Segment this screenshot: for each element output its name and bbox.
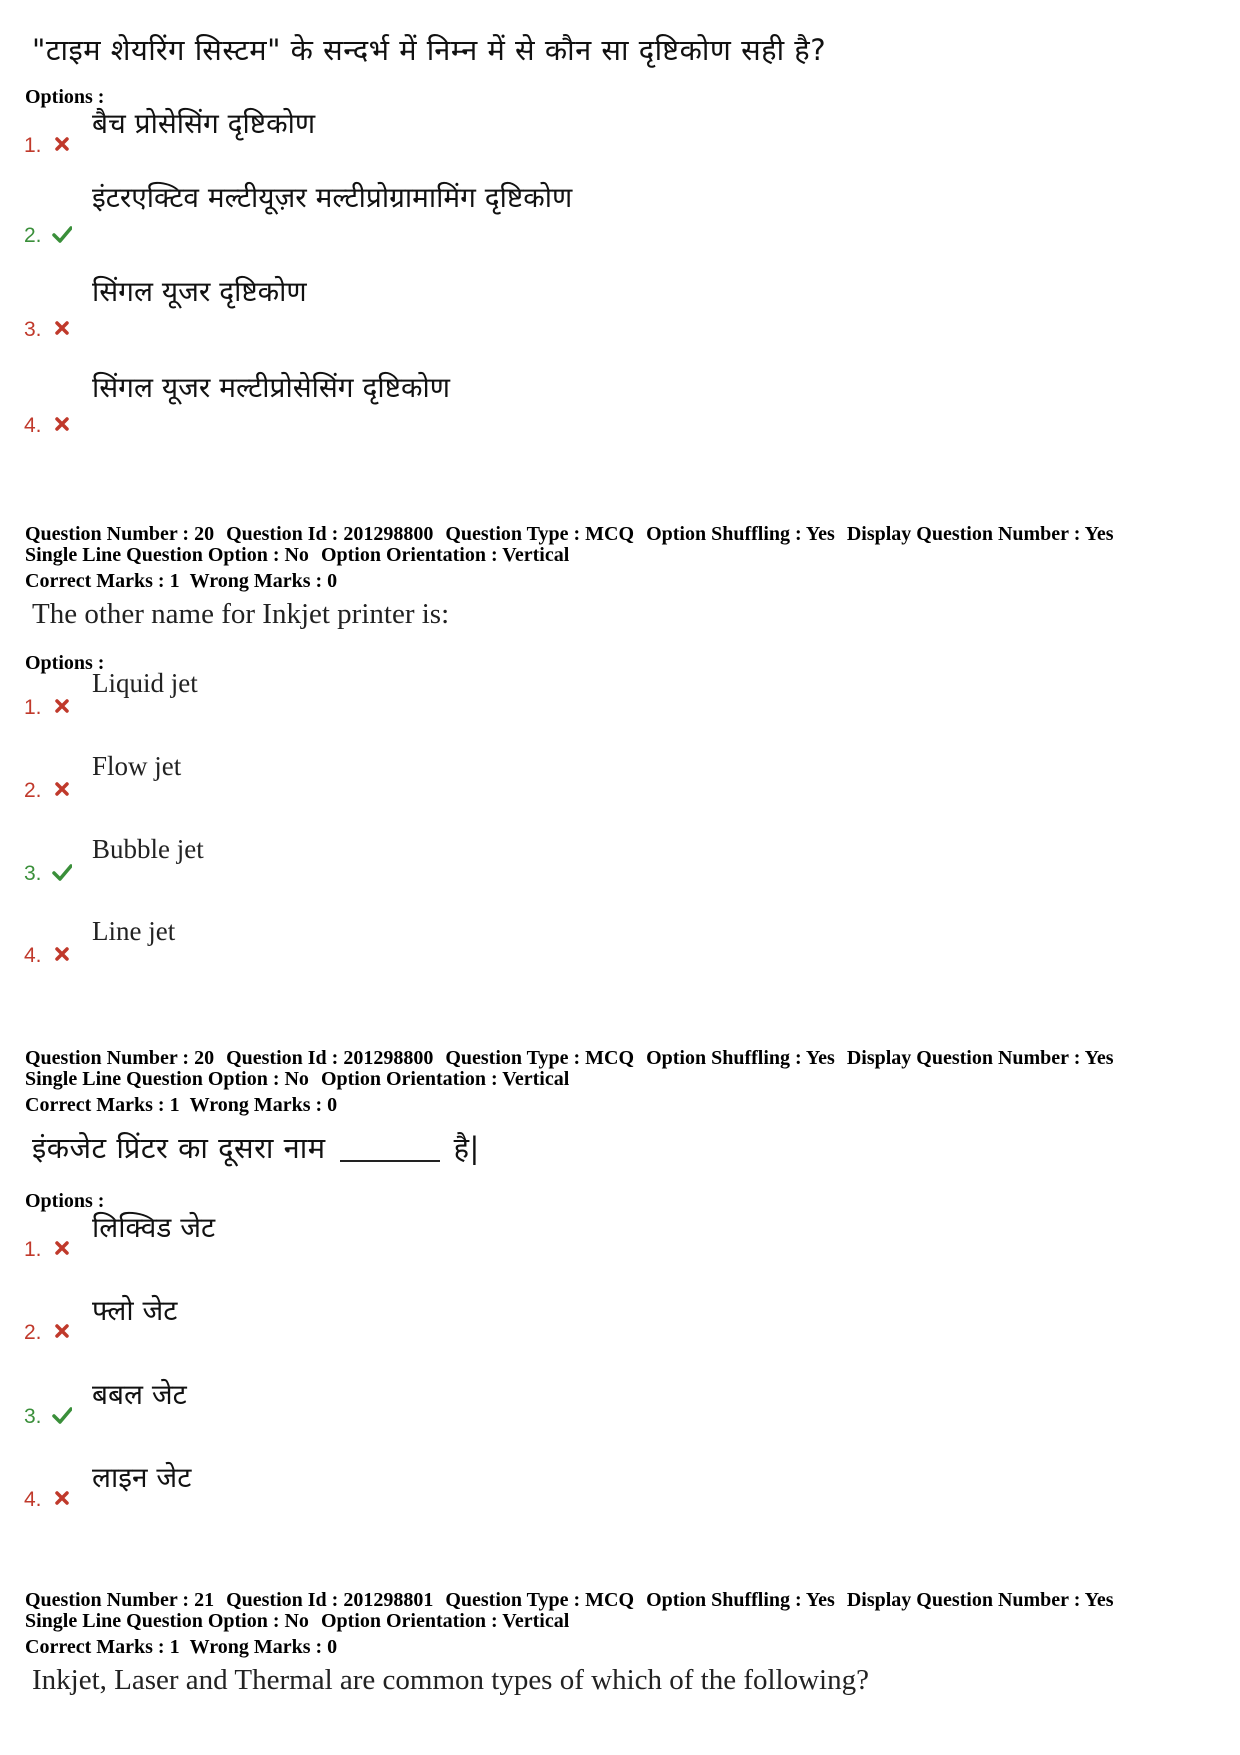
- option-orientation: Option Orientation : Vertical: [320, 544, 570, 566]
- display-question-number: Display Question Number : Yes: [846, 523, 1114, 545]
- options-label: Options :: [25, 652, 105, 674]
- option-text: फ्लो जेट: [92, 1294, 178, 1327]
- question-number: Question Number : 20: [25, 1047, 215, 1069]
- question-text: Inkjet, Laser and Thermal are common types of which of the following?: [32, 1664, 869, 1696]
- marks-line: [25, 1636, 337, 1659]
- options-label: Options :: [25, 1190, 105, 1212]
- single-line-option: Single Line Question Option : No: [25, 544, 309, 566]
- option-text: Liquid jet: [92, 668, 198, 698]
- option-shuffling: Option Shuffling : Yes: [646, 1047, 835, 1069]
- wrong-marks: Wrong Marks : 0: [189, 1636, 338, 1658]
- option-text: सिंगल यूजर दृष्टिकोण: [92, 275, 307, 308]
- wrong-marks: Wrong Marks : 0: [189, 1094, 338, 1116]
- cross-icon: [52, 944, 72, 964]
- fill-in-blank: [340, 1160, 440, 1162]
- option-number: 2.: [24, 1321, 42, 1344]
- correct-marks: Correct Marks : 1: [25, 1094, 180, 1116]
- question-text: [32, 1128, 480, 1167]
- option-orientation: Option Orientation : Vertical: [320, 1610, 570, 1632]
- check-icon: [52, 862, 72, 882]
- correct-marks: Correct Marks : 1: [25, 570, 180, 592]
- question-type: Question Type : MCQ: [445, 1047, 635, 1069]
- marks-line: [25, 570, 337, 593]
- question-number: Question Number : 20: [25, 523, 215, 545]
- option-number: 3.: [24, 318, 42, 341]
- cross-icon: [52, 696, 72, 716]
- option-number: 2.: [24, 224, 42, 247]
- option-text: Bubble jet: [92, 834, 204, 864]
- question-meta: [25, 1048, 1126, 1090]
- option-text: बैच प्रोसेसिंग दृष्टिकोण: [92, 107, 316, 140]
- option-text: Flow jet: [92, 751, 182, 781]
- check-icon: [52, 1405, 72, 1425]
- option-number: 3.: [24, 862, 42, 885]
- question-meta: [25, 524, 1126, 566]
- question-id: Question Id : 201298800: [226, 1047, 434, 1069]
- options-label: Options :: [25, 86, 105, 108]
- cross-icon: [52, 1238, 72, 1258]
- cross-icon: [52, 1321, 72, 1341]
- question-id: Question Id : 201298801: [226, 1589, 434, 1611]
- question-text-start: इंकजेट प्रिंटर का दूसरा नाम: [32, 1131, 326, 1165]
- question-text: "टाइम शेयरिंग सिस्टम" के सन्दर्भ में निम्न में से कौन सा दृष्टिकोण सही है?: [32, 33, 827, 67]
- cross-icon: [52, 134, 72, 154]
- cross-icon: [52, 414, 72, 434]
- option-number: 2.: [24, 779, 42, 802]
- option-number: 1.: [24, 696, 42, 719]
- option-text: सिंगल यूजर मल्टीप्रोसेसिंग दृष्टिकोण: [92, 371, 450, 404]
- question-meta: [25, 1590, 1126, 1632]
- single-line-option: Single Line Question Option : No: [25, 1068, 309, 1090]
- wrong-marks: Wrong Marks : 0: [189, 570, 338, 592]
- option-number: 1.: [24, 134, 42, 157]
- question-type: Question Type : MCQ: [445, 1589, 635, 1611]
- option-number: 4.: [24, 944, 42, 967]
- option-number: 3.: [24, 1405, 42, 1428]
- option-text: इंटरएक्टिव मल्टीयूज़र मल्टीप्रोग्रामामिंग दृष्टिकोण: [92, 181, 573, 214]
- cross-icon: [52, 779, 72, 799]
- option-orientation: Option Orientation : Vertical: [320, 1068, 570, 1090]
- display-question-number: Display Question Number : Yes: [846, 1589, 1114, 1611]
- option-number: 1.: [24, 1238, 42, 1261]
- question-text: The other name for Inkjet printer is:: [32, 598, 450, 630]
- question-id: Question Id : 201298800: [226, 523, 434, 545]
- option-number: 4.: [24, 1488, 42, 1511]
- correct-marks: Correct Marks : 1: [25, 1636, 180, 1658]
- option-text: बबल जेट: [92, 1378, 187, 1411]
- option-shuffling: Option Shuffling : Yes: [646, 1589, 835, 1611]
- cross-icon: [52, 318, 72, 338]
- check-icon: [52, 224, 72, 244]
- option-shuffling: Option Shuffling : Yes: [646, 523, 835, 545]
- option-number: 4.: [24, 414, 42, 437]
- single-line-option: Single Line Question Option : No: [25, 1610, 309, 1632]
- question-text-end: है|: [453, 1131, 480, 1165]
- cross-icon: [52, 1488, 72, 1508]
- question-number: Question Number : 21: [25, 1589, 215, 1611]
- marks-line: [25, 1094, 337, 1117]
- question-type: Question Type : MCQ: [445, 523, 635, 545]
- option-text: Line jet: [92, 916, 176, 946]
- option-text: लिक्विड जेट: [92, 1211, 216, 1244]
- option-text: लाइन जेट: [92, 1461, 192, 1494]
- display-question-number: Display Question Number : Yes: [846, 1047, 1114, 1069]
